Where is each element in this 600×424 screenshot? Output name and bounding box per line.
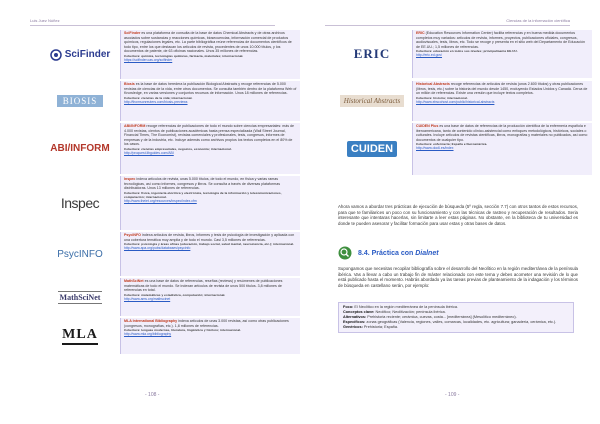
entry-url-link[interactable]: http://www.theiet.org/resources/inspec/index.cfm xyxy=(124,198,197,203)
running-head-left: Luis Juez Núñez xyxy=(30,18,60,23)
database-entry xyxy=(40,81,302,121)
entry-coverage: Cobertura: lenguas modernas, literatura, lingüística y folclore; internacional. xyxy=(124,328,242,333)
mla-logo: MLA xyxy=(40,318,120,354)
entry-coverage: Cobertura: educación en todos sus niveles; principalmente EE.UU. xyxy=(416,49,518,54)
entry-description xyxy=(120,278,300,316)
entry-text: es una plataforma de consulta de la base de datos Chemical Abstracts y de otras archivos asociados sobre sustancias y reacciones químicas, biosecuencias, información comercial de productos químicos, regulaciones legales, etc. La parte bibliográfica reúne referencias de documentos científicos de todo tipo, entre los que destacan los artículos de revista, procedentes de unos 10.000 títulos, y los documentos de patente, de 63 oficinas nacionales. Unos 35 millones de referencias. xyxy=(124,31,292,54)
entry-coverage: Cobertura: psicología y áreas afines (educación, trabajo social, salud mental, neurociencia, etc.); internacional. xyxy=(124,242,295,247)
database-entry xyxy=(40,123,302,174)
entry-description xyxy=(120,123,300,174)
scenario-paragraph: Supongamos que necesitas recopilar bibliografía sobre el desarrollo del Neolítico en la región mediterránea de la península ibérica. Vas a llevar a cabo un trabajo fin de máster relacionado con este tema y debes acometer una revisión de lo que está publicado hasta el momento. Habrás abordado ya las tareas previas de planteamiento de la indagación y los términos de búsqueda en castellano serán, por ejemplo: xyxy=(338,266,578,288)
database-entry xyxy=(40,176,302,230)
section-title xyxy=(358,250,439,257)
entry-url-link[interactable]: http://www.ams.org/mathscinet xyxy=(124,296,171,301)
biosis-logo: BIOSIS xyxy=(40,81,120,121)
search-term-label: Genéricos: xyxy=(343,325,363,329)
running-head-right: Ciencias de la información científica xyxy=(506,18,570,23)
entry-description xyxy=(120,30,300,79)
entry-text: indexa artículos de revista, libros, informes y tesis de psicología de investigación y aplicada con una cobertura temática muy amplia y de todo el mundo. Casi 3,5 millones de referencias. xyxy=(124,233,295,242)
search-term-value: zonas geográficas (Valencia, regiones, valles, comarcas, localidades, etc. agricultura; ganadería, cerámica, etc.). xyxy=(365,320,557,324)
mathscinet-logo: MathSciNet xyxy=(59,292,101,302)
section-label-italic: Dialnet xyxy=(415,249,439,257)
entry-text: es la base de datos heredera la publicación Biological Abstracts y recoge referencias de 5.000 revistas de ciencias de la vida, entre otros documentos. Se consulta también dentro de la plataforma Web of Knowledge, en varias versiones y conjuntos recursos de información. Unos 18 millones de referencias. xyxy=(124,82,297,96)
page-number-left: - 108 - xyxy=(145,392,160,398)
entry-name: Historical Abstracts xyxy=(416,82,450,86)
database-entry xyxy=(40,278,302,316)
page-number-right: - 109 - xyxy=(445,392,460,398)
entry-url-link[interactable]: http://www.ebscohost.com/public/historical-abstracts xyxy=(416,99,495,104)
right-page xyxy=(300,0,600,424)
entry-name: Inspec xyxy=(124,177,136,181)
entry-url-link[interactable]: http://www.doc6.es/index xyxy=(416,146,454,151)
entry-text: indexa artículos de unas 3.000 revistas, así como otras publicaciones (congresos, monografías, etc.). 1,8 millones de referencias. xyxy=(124,319,289,328)
header-rule xyxy=(325,25,570,26)
entry-name: CUIDEN Plus xyxy=(416,124,439,128)
search-term-value: Prehistoria reciente; cerámica, cuevas, costa... [mediterránea] (Mesolítico mediterráneo). xyxy=(366,315,517,319)
entry-description xyxy=(120,81,300,121)
section-number: 8.4. xyxy=(358,249,370,257)
entry-coverage: Cobertura: ciencias de la vida; internacional. xyxy=(124,95,193,100)
intro-paragraph: Ahora vamos a abordar tres prácticas de ejecución de búsqueda (5º regla, sección 7.7) con otros tantos de estos recursos, para que te familiarices un poco con su funcionamiento y con las técnicas de rastreo y recuperación de resultados. Seria interesante que intentaras hacerlas, sin limitarte a leer estas páginas. No obstante, en la biblioteca de tu universidad es donde te pueden asesorar y facilitar formación para usar estas y otras bases de datos. xyxy=(338,204,578,226)
database-entry xyxy=(332,123,594,175)
eric-logo: ERIC xyxy=(353,46,391,61)
scifinder-mark-icon xyxy=(50,49,62,61)
cuiden-logo: CUIDEN xyxy=(332,123,412,175)
section-heading xyxy=(338,246,439,260)
entry-description xyxy=(120,318,300,354)
search-term-value: Prehistoria; España. xyxy=(362,325,399,329)
entry-name: MathSciNet xyxy=(124,279,144,283)
psycinfo-logo: PsycINFO xyxy=(57,248,103,260)
entry-coverage: Cobertura: historia; internacional. xyxy=(416,95,468,100)
entry-name: Biosis xyxy=(124,82,135,86)
entry-description xyxy=(412,123,592,175)
database-entry xyxy=(332,30,594,78)
entry-name: ERIC xyxy=(416,31,425,35)
entry-coverage: Cobertura: enfermería; España e Iberoamérica. xyxy=(416,142,488,147)
entry-coverage: Cobertura: química, tecnologías químicas, farmacia, materiales; internacional. xyxy=(124,53,244,58)
entry-text: indexa artículos de revista, unas 5.000 títulos, de todo el mundo, en física y varias ramas tecnológicas, así como informes, congresos y libros. Se consulta a través de diversas plataformas distribuidoras. Unos 13 millones de referencias. xyxy=(124,177,281,191)
search-term-label: Alternativos: xyxy=(343,315,367,319)
entry-name: ABI/INFORM xyxy=(124,124,146,128)
entry-url-link[interactable]: http://www.apa.org/pubs/databases/psycinfo xyxy=(124,246,191,251)
inspec-logo: Inspec xyxy=(60,195,100,211)
entry-url-link[interactable]: http://proquest.libguides.com/ABI xyxy=(124,150,174,155)
entry-description xyxy=(120,232,300,276)
section-label: Práctica con xyxy=(371,249,416,257)
entry-url-link[interactable]: http://eric.ed.gov/ xyxy=(416,53,443,58)
search-term-value: Neolítico; Neolitización; península ibérica. xyxy=(374,310,446,314)
entry-text: es una base de datos de referencias de la producción científica de la enfermería española e iberoamericana, tanto de contenido clínico-asistencial como enfoques metodológicos, históricos, sociales o culturales. Incluye artículos de revistas científicas, libros, monografías y materiales no publicados, así como documentos de cualquier tipo. xyxy=(416,124,588,142)
database-entry xyxy=(40,318,302,354)
entry-coverage: Cobertura: matemáticas y estadística, computación; internacional. xyxy=(124,292,226,297)
abi-inform-logo: ABI/INFORM xyxy=(50,143,110,154)
database-entry xyxy=(40,232,302,276)
search-terms-box xyxy=(338,302,574,333)
database-entry xyxy=(332,81,594,121)
entry-url-link[interactable]: https://scifinder.cas.org/scifinder xyxy=(124,57,173,62)
search-term-label: Foco: xyxy=(343,305,354,309)
database-entry xyxy=(40,30,302,79)
entry-url-link[interactable]: http://thomsonreuters.com/biosis-previews xyxy=(124,99,188,104)
entry-text: es una base de datos de referencias, reseñas (reviews) y resúmenes de publicaciones matemáticas de todo el mundo. Se indexan artículos de revista de unos 500 títulos. 3,8 millones de referencias en total. xyxy=(124,279,283,293)
entry-coverage: Cobertura: ciencias empresariales, negocios, economía; internacional. xyxy=(124,146,232,151)
historical-abstracts-logo: Historical Abstracts xyxy=(332,81,412,121)
entry-text: recoge referencias de artículos de revista (unos 2.600 títulos) y otras publicaciones (libros, tesis, etc.) sobre la historia del mundo desde 1450, excluyendo Estados Unidos y Canadá. Cerca de un millón de referencias. Existe una versión que incluye textos completos. xyxy=(416,82,588,96)
search-practice-icon xyxy=(338,246,352,260)
entry-name: SciFinder xyxy=(124,31,141,35)
search-term-label: Específicos: xyxy=(343,320,366,324)
search-term-label: Conceptos clave: xyxy=(343,310,375,314)
scifinder-logo xyxy=(40,30,120,79)
entry-description xyxy=(412,81,592,121)
scifinder-logo-text: SciFinder xyxy=(64,49,111,60)
entry-description xyxy=(120,176,300,230)
entry-url-link[interactable]: http://www.mla.org/bibliography xyxy=(124,332,172,337)
header-rule xyxy=(30,25,275,26)
entry-text: (Education Resources Information Center) facilita referencias y en buena medida documentos completos muy variados: artículos de revista, informes, proyectos, publicaciones oficiales, congresos, audiovisuales, tesis, libros, etc. Todo se recoge y presenta en el sitio web del Departamento de Educación de EE.UU.; 1,5 millones de referencias. xyxy=(416,31,585,49)
entry-name: PsycINFO xyxy=(124,233,141,237)
search-term-row xyxy=(343,325,569,330)
search-term-value: El Neolítico en la región mediterránea de la península ibérica. xyxy=(353,305,459,309)
entry-coverage: Cobertura: física, ingeniería eléctrica y electrónica, tecnología de la información y telecomunicaciones, computación; internacional. xyxy=(124,190,282,199)
entry-description xyxy=(412,30,592,78)
entry-text: recoge referencias de publicaciones de todo el mundo sobre ciencias empresariales: más de 4.000 revistas, cientos de publicaciones académicas hasta prensa especializada (Wall Street Journal, Financial Times, The Economist), revistas comerciales y profesionales, tesis, congresos, informes de empresas y de la industria, etc. Incluye además como archivos propios los textos completos en el 80% de los casos. xyxy=(124,124,294,147)
entry-name: MLA International Bibliography xyxy=(124,319,178,323)
